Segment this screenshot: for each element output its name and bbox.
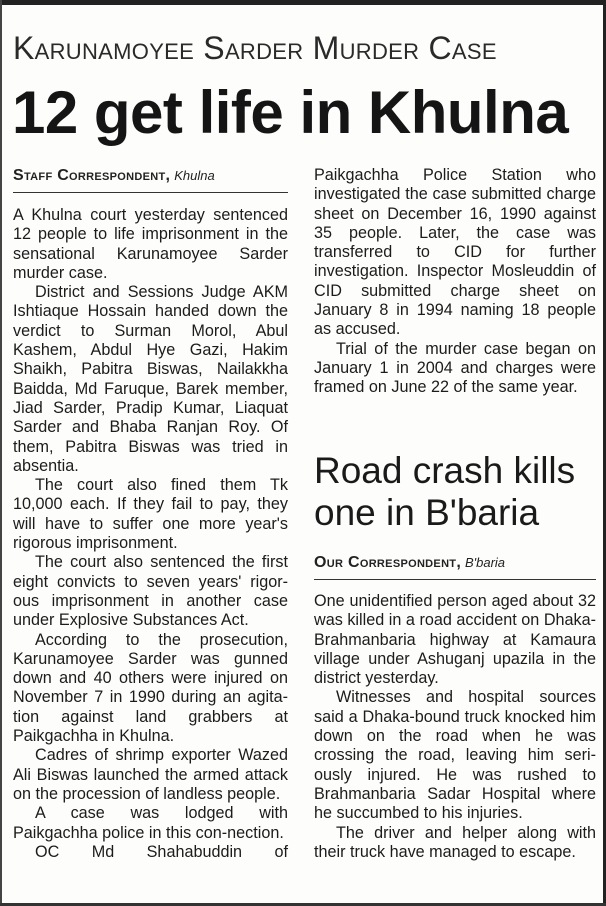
page-border-top xyxy=(0,0,606,5)
paragraph: Paikgachha Police Station who investigated the case submitted charge sheet on December 16, 1990 against 35 people. Later, the case was transferred to CID for further investigation. Inspector Mosleuddin of CID submitted charge sheet on January 8 in 1994 naming 18 people as accused. xyxy=(314,166,596,339)
secondary-headline: Road crash kills one in B'baria xyxy=(314,450,576,533)
byline-place: B'baria xyxy=(464,555,506,570)
paragraph: OC Md Shahabuddin of xyxy=(35,842,288,861)
byline-rule xyxy=(13,192,288,193)
paragraph: Witnesses and hospital sources said a Dhaka-bound truck knocked him down on the road when he was crossing the road, leaving him seri-ously injured. He was rushed to Brahmanbaria Sadar Hospital where he succumbed to his injuries. xyxy=(314,688,596,823)
paragraph: District and Sessions Judge AKM Ishtiaque Hossain handed down the verdict to Surman Morol, Abul Kashem, Abdul Hye Gazi, Hakim Shaikh, Pabitra Biswas, Nailakkha Baidda, Md Faruque, Barek member, Jiad Sarder, Pradip Kumar, Liaquat Sarder and Bhaba Ranjan Roy. Of them, Pabitra Biswas was tried in absentia. xyxy=(13,283,288,475)
paragraph: A Khulna court yesterday sentenced 12 people to life imprisonment in the sensational Karunamoyee Sarder murder case. xyxy=(13,206,288,282)
byline-name: Staff Correspondent, xyxy=(13,167,171,184)
paragraph: A case was lodged with Paikgachha police in this con-nection. xyxy=(13,804,288,842)
main-headline: 12 get life in Khulna xyxy=(12,79,569,146)
story-column-left xyxy=(13,206,288,862)
paragraph: According to the prosecution, Karunamoyee Sarder was gunned down and 40 others were injured on November 7 in 1990 during an agita-tion against land grabbers at Paikgachha in Khulna. xyxy=(13,630,288,746)
byline-name: Our Correspondent, xyxy=(314,554,462,571)
story-kicker: Karunamoyee Sarder Murder Case xyxy=(13,30,497,66)
paragraph: Cadres of shrimp exporter Wazed Ali Biswas launched the armed attack on the procession of landless people. xyxy=(13,746,288,803)
page-border-left xyxy=(0,0,2,906)
story-column-right xyxy=(314,166,596,398)
byline xyxy=(314,553,505,572)
paragraph: The court also sentenced the first eight convicts to seven years' rigor-ous imprisonment in another case under Explosive Substances Act. xyxy=(13,553,288,630)
story-column-secondary xyxy=(314,592,596,862)
byline xyxy=(13,166,215,185)
byline-rule xyxy=(314,579,596,580)
paragraph: The driver and helper along with their truck have managed to escape. xyxy=(314,823,596,861)
paragraph: Trial of the murder case began on January 1 in 2004 and charges were framed on June 22 of the same year. xyxy=(314,339,596,397)
paragraph: The court also fined them Tk 10,000 each. If they fail to pay, they will have to suffer one more year's rigorous imprisonment. xyxy=(13,476,288,553)
byline-place: Khulna xyxy=(174,168,215,183)
paragraph: One unidentified person aged about 32 was killed in a road accident on Dhaka-Brahmanbaria highway at Kamaura village under Ashuganj upazila in the district yesterday. xyxy=(314,592,596,688)
